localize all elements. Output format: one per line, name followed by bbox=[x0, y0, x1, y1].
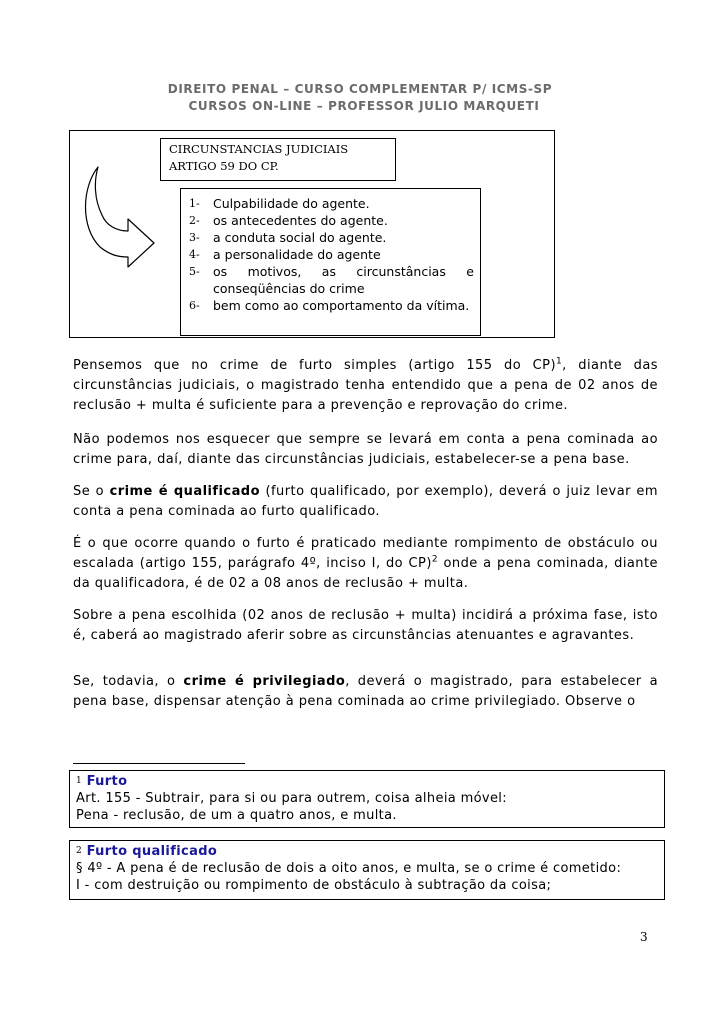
footnote-ref-2[interactable]: 2 bbox=[431, 554, 439, 565]
footnote-title: Furto qualificado bbox=[86, 844, 218, 859]
header-line-1: DIREITO PENAL – CURSO COMPLEMENTAR P/ ICMS-SP bbox=[167, 82, 553, 96]
list-item: 5- os motivos, as circunstâncias e conseqüências do crime bbox=[189, 264, 474, 296]
header-line-2: CURSOS ON-LINE – PROFESSOR JULIO MARQUETI bbox=[188, 99, 540, 113]
footnote-1: $^1$ Furto Art. 155 - Subtrair, para si ou para outrem, coisa alheia móvel: Pena - reclusão, de um a quatro anos, e multa. bbox=[69, 770, 665, 828]
paragraph-5: Sobre a pena escolhida (02 anos de reclusão + multa) incidirá a próxima fase, isto é, caberá ao magistrado aferir sobre as circunstâncias atenuantes e agravantes. bbox=[73, 608, 658, 643]
paragraph-1: Pensemos que no crime de furto simples (artigo 155 do CP)$^1$, diante das circunstâncias judiciais, o magistrado tenha entendido que a pena de 02 anos de reclusão + multa é suficiente para a prevenção e reprovação do crime. bbox=[73, 356, 658, 413]
title-line-2: ARTIGO 59 DO CP. bbox=[169, 159, 279, 173]
paragraph-2: Não podemos nos esquecer que sempre se levará em conta a pena cominada ao crime para, daí, diante das circunstâncias judiciais, estabelecer-se a pena base. bbox=[73, 432, 658, 467]
list-item: 4- a personalidade do agente bbox=[189, 247, 381, 262]
list-item: 2- os antecedentes do agente. bbox=[189, 213, 388, 228]
footnote-separator bbox=[73, 763, 245, 764]
list-item: 1- Culpabilidade do agente. bbox=[189, 196, 370, 211]
list-item: 6- bem como ao comportamento da vítima. bbox=[189, 298, 470, 313]
circumstances-list bbox=[180, 188, 481, 336]
paragraph-4: É o que ocorre quando o furto é praticado mediante rompimento de obstáculo ou escalada (artigo 155, parágrafo 4º, inciso I, do CP)$^2$ onde a pena cominada, diante da qualificadora, é de 02 a 08 anos de reclusão + multa. bbox=[73, 536, 658, 591]
list-item: 3- a conduta social do agente. bbox=[189, 230, 387, 245]
paragraph-3: Se o crime é qualificado (furto qualificado, por exemplo), deverá o juiz levar em conta a pena cominada ao furto qualificado. bbox=[73, 484, 658, 519]
page-number: 3 bbox=[640, 930, 648, 944]
footnote-ref-1[interactable]: 1 bbox=[555, 356, 563, 367]
circumstances-title-box bbox=[160, 138, 396, 181]
paragraph-6: Se, todavia, o crime é privilegiado, deverá o magistrado, para estabelecer a pena base, dispensar atenção à pena cominada ao crime privilegiado. Observe o bbox=[73, 674, 659, 709]
footnote-title: Furto bbox=[86, 774, 128, 789]
curved-arrow-icon bbox=[76, 165, 158, 275]
footnote-2: $^2$ Furto qualificado § 4º - A pena é de reclusão de dois a oito anos, e multa, se o crime é cometido: I - com destruição ou rompimento de obstáculo à subtração da coisa; bbox=[69, 840, 665, 900]
title-line-1: CIRCUNSTANCIAS JUDICIAIS bbox=[169, 142, 349, 156]
